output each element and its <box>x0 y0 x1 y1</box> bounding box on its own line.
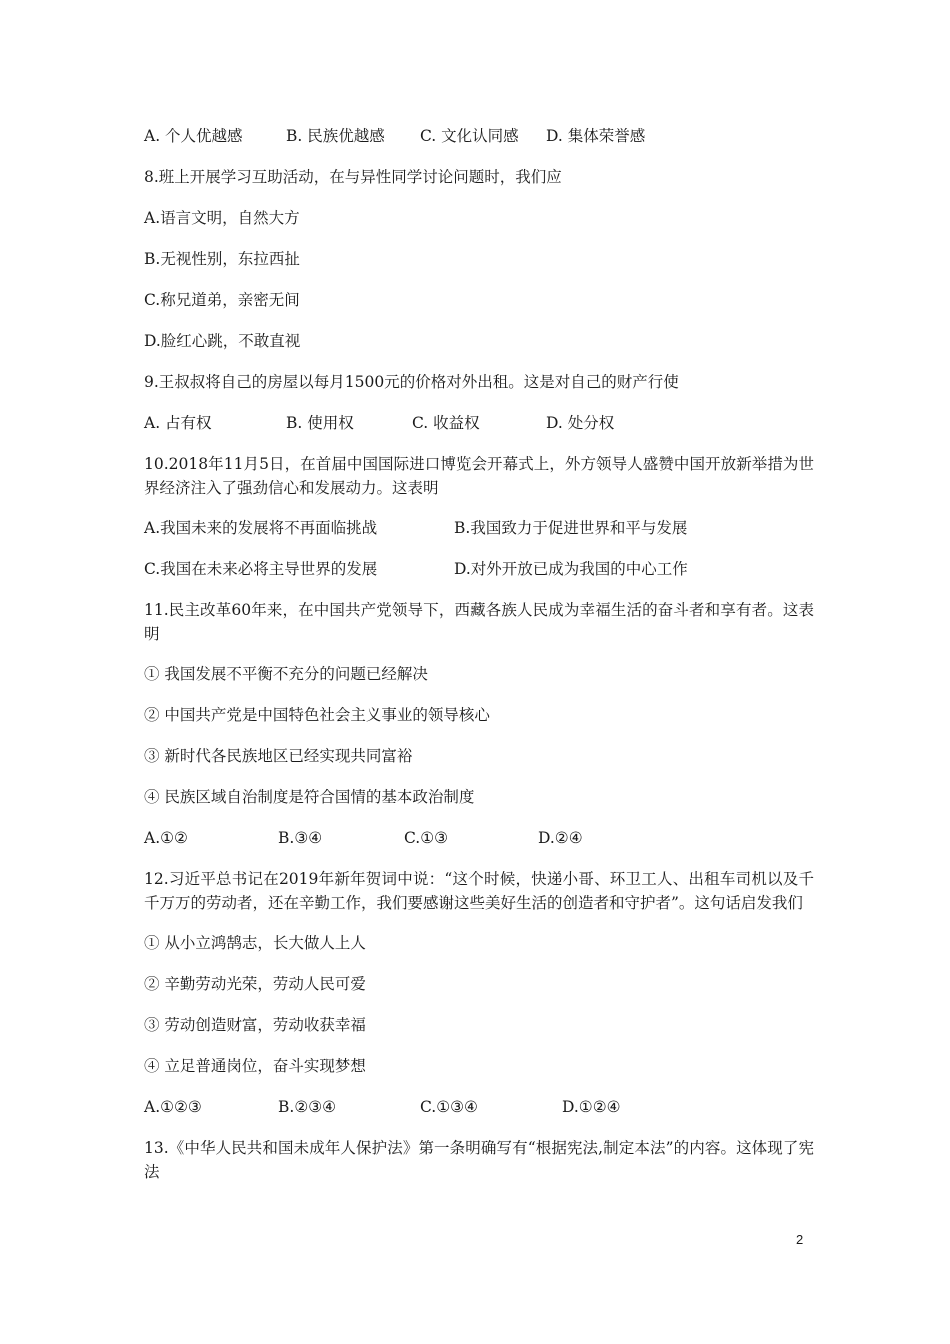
q12-statement-3: ③ 劳动创造财富，劳动收获幸福 <box>144 1016 366 1034</box>
q10-option-b: B.我国致力于促进世界和平与发展 <box>454 519 688 537</box>
q11-statement-4: ④ 民族区域自治制度是符合国情的基本政治制度 <box>144 788 475 806</box>
q9-options <box>144 411 814 435</box>
q12-option-b: B.②③④ <box>278 1098 337 1116</box>
q9-option-b: B. 使用权 <box>286 414 354 432</box>
q7-option-b: B. 民族优越感 <box>286 127 385 145</box>
q10-options-row-1 <box>144 516 814 540</box>
q11-statement-3: ③ 新时代各民族地区已经实现共同富裕 <box>144 747 413 765</box>
q11-option-b: B.③④ <box>278 829 323 847</box>
q13-stem: 13.《中华人民共和国未成年人保护法》第一条明确写有“根据宪法,制定本法”的内容。这体现了宪法 <box>144 1139 814 1181</box>
q8-option-a: A.语言文明，自然大方 <box>144 209 300 227</box>
q7-option-a: A. 个人优越感 <box>144 127 243 145</box>
q11-stem: 11.民主改革60年来，在中国共产党领导下，西藏各族人民成为幸福生活的奋斗者和享有者。这表明 <box>144 601 814 643</box>
page-number: 2 <box>796 1232 804 1247</box>
q12-stem: 12.习近平总书记在2019年新年贺词中说：“这个时候，快递小哥、环卫工人、出租车司机以及千千万万的劳动者，还在辛勤工作，我们要感谢这些美好生活的创造者和守护者”。这句话启发我们 <box>144 870 814 912</box>
q11-statement-1: ① 我国发展不平衡不充分的问题已经解决 <box>144 665 428 683</box>
page-content <box>144 124 814 1200</box>
q12-option-a: A.①②③ <box>144 1098 202 1116</box>
q12-statement-4: ④ 立足普通岗位，奋斗实现梦想 <box>144 1057 366 1075</box>
q10-options-row-2 <box>144 557 814 581</box>
q12-options <box>144 1095 814 1119</box>
q10-option-c: C.我国在未来必将主导世界的发展 <box>144 560 378 578</box>
q8-stem: 8.班上开展学习互助活动，在与异性同学讨论问题时，我们应 <box>144 168 562 186</box>
q8-option-d: D.脸红心跳，不敢直视 <box>144 332 301 350</box>
q11-option-a: A.①② <box>144 829 188 847</box>
q12-option-c: C.①③④ <box>420 1098 478 1116</box>
q7-option-d: D. 集体荣誉感 <box>546 127 646 145</box>
q8-option-b: B.无视性别，东拉西扯 <box>144 250 300 268</box>
q10-stem: 10.2018年11月5日，在首届中国国际进口博览会开幕式上，外方领导人盛赞中国开放新举措为世界经济注入了强劲信心和发展动力。这表明 <box>144 455 814 497</box>
q12-statement-2: ② 辛勤劳动光荣，劳动人民可爱 <box>144 975 366 993</box>
q9-option-c: C. 收益权 <box>412 414 480 432</box>
q8-option-c: C.称兄道弟，亲密无间 <box>144 291 300 309</box>
q7-option-c: C. 文化认同感 <box>420 127 519 145</box>
q7-options <box>144 124 814 148</box>
q9-option-a: A. 占有权 <box>144 414 212 432</box>
q10-option-d: D.对外开放已成为我国的中心工作 <box>454 560 688 578</box>
q11-option-d: D.②④ <box>538 829 583 847</box>
q12-option-d: D.①②④ <box>562 1098 621 1116</box>
q11-options <box>144 826 814 850</box>
q9-option-d: D. 处分权 <box>546 414 615 432</box>
q10-option-a: A.我国未来的发展将不再面临挑战 <box>144 519 378 537</box>
q9-stem: 9.王叔叔将自己的房屋以每月1500元的价格对外出租。这是对自己的财产行使 <box>144 373 679 391</box>
q11-option-c: C.①③ <box>404 829 449 847</box>
q12-statement-1: ① 从小立鸿鹄志，长大做人上人 <box>144 934 366 952</box>
q11-statement-2: ② 中国共产党是中国特色社会主义事业的领导核心 <box>144 706 490 724</box>
